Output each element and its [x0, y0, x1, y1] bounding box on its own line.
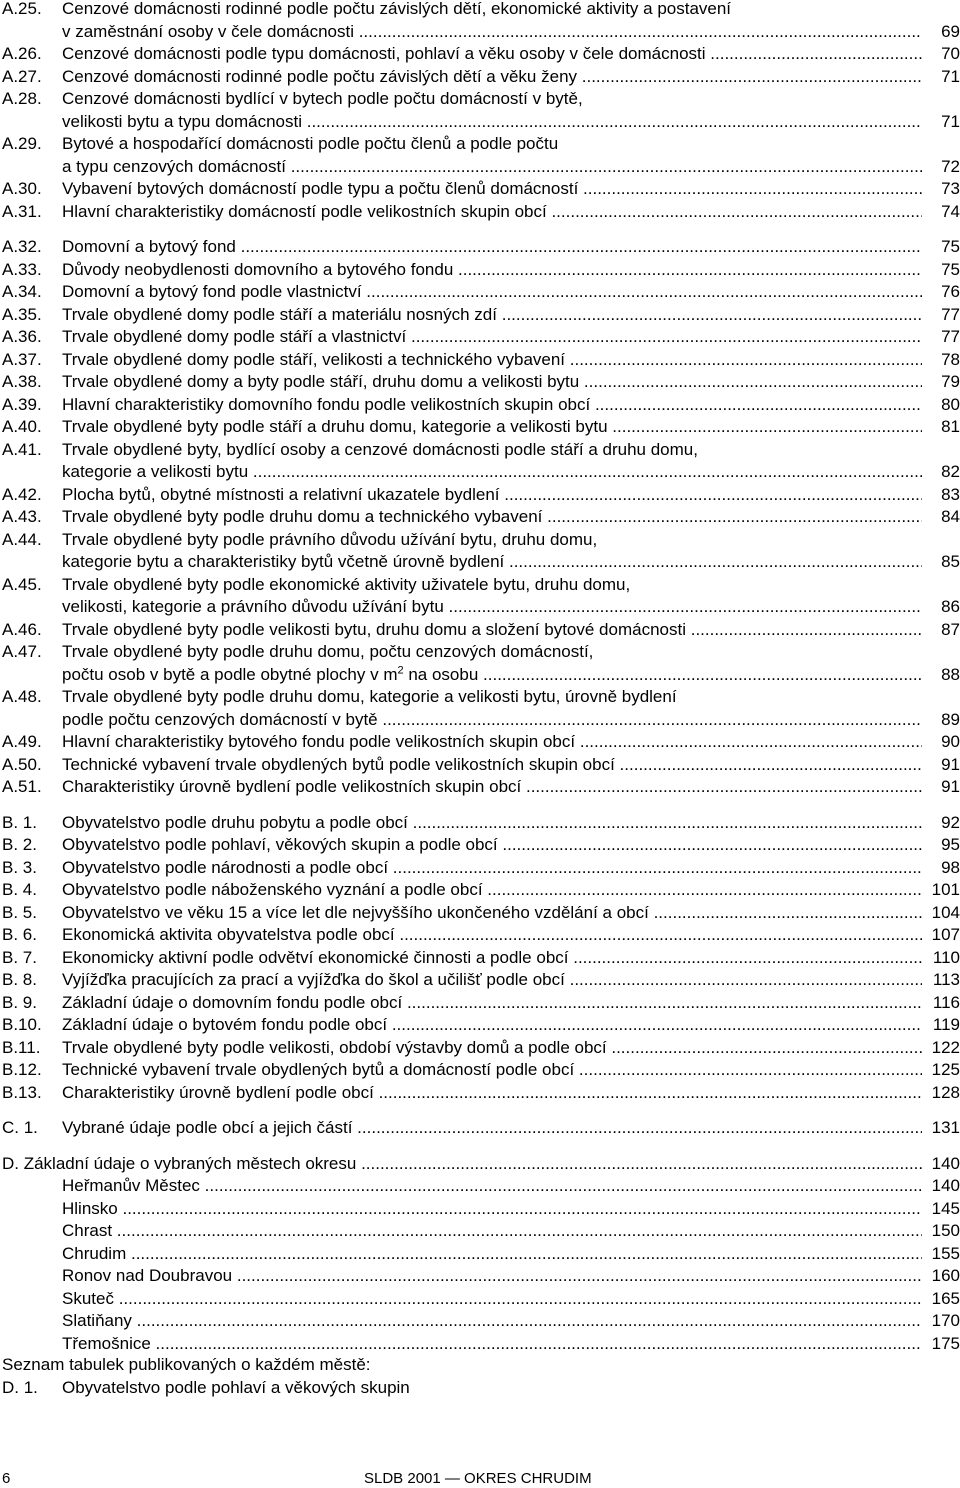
entry-number: A.38. [2, 372, 42, 391]
entry-title-wrap [62, 21, 922, 43]
toc-entry [0, 461, 960, 483]
entry-title-wrap [62, 812, 922, 834]
entry-title-wrap [62, 111, 922, 133]
entry-title-wrap [62, 1243, 922, 1265]
page-number: 95 [941, 835, 960, 854]
toc-entry [0, 326, 960, 348]
entry-title-wrap [62, 371, 922, 393]
entry-title: a typu cenzových domácností ..... [62, 157, 922, 176]
page-number: 128 [931, 1082, 960, 1102]
entry-title-wrap [62, 709, 922, 731]
entry-title: Trvale obydlené byty podle ekonomické aktivity uživatele bytu, druhu domu, [62, 574, 631, 594]
entry-title-wrap [62, 416, 922, 438]
entry-title: D. Základní údaje o vybraných městech okresu ..... [2, 1154, 922, 1173]
entry-title-wrap [62, 1037, 922, 1059]
toc-entry [0, 812, 960, 834]
toc-entry-line [0, 133, 960, 155]
entry-title: velikosti, kategorie a právního důvodu užívání bytu ..... [62, 597, 922, 616]
toc-entry-line [0, 574, 960, 596]
page-number: 175 [931, 1333, 960, 1353]
toc-entry [0, 754, 960, 776]
page-number: 74 [941, 201, 960, 221]
page-number: 75 [941, 259, 960, 279]
entry-title-wrap [62, 619, 922, 641]
entry-title: Skuteč ..... [62, 1289, 922, 1308]
entry-title-wrap [62, 1082, 922, 1104]
entry-number: A.26. [2, 44, 42, 63]
page-number: 81 [941, 417, 960, 436]
toc-entry [0, 1220, 960, 1242]
entry-title-wrap [62, 133, 922, 155]
entry-number: A.27. [2, 66, 42, 86]
entry-title-wrap [62, 1288, 922, 1310]
entry-title: Obyvatelstvo podle náboženského vyznání a podle obcí ..... [62, 880, 922, 899]
page-number: 155 [931, 1243, 960, 1263]
page-number: 107 [931, 925, 960, 944]
page-number: 71 [941, 111, 960, 131]
entry-title: Cenzové domácnosti podle typu domácnosti, pohlaví a věku osoby v čele domácnosti ..... [62, 44, 922, 63]
entry-title-wrap [62, 0, 922, 20]
toc-entry [0, 1265, 960, 1287]
page-number: 113 [932, 970, 960, 989]
entry-number: B. 8. [2, 970, 37, 989]
toc-entry [0, 731, 960, 753]
entry-number: A.33. [2, 259, 42, 279]
toc-entry-line [0, 686, 960, 708]
toc-entry [0, 709, 960, 731]
page-number: 104 [931, 902, 960, 922]
entry-title: Heřmanův Městec ..... [62, 1176, 922, 1195]
page-number: 87 [941, 619, 960, 639]
toc-entry [0, 969, 960, 991]
entry-number: A.44. [2, 529, 42, 549]
page-number: 69 [941, 21, 960, 41]
entry-number: A.41. [2, 439, 42, 459]
entry-title: Charakteristiky úrovně bydlení podle velikostních skupin obcí ..... [62, 777, 922, 796]
toc-entry [0, 236, 960, 258]
page-number: 70 [941, 44, 960, 63]
entry-title-suffix: na osobu [403, 664, 479, 684]
entry-title: Ekonomická aktivita obyvatelstva podle obcí ..... [62, 925, 922, 944]
entry-title: Cenzové domácnosti rodinné podle počtu závislých dětí, ekonomické aktivity a postavení [62, 0, 732, 18]
toc-entry [0, 156, 960, 178]
entry-title: Základní údaje o domovním fondu podle obcí ..... [62, 993, 922, 1012]
toc-entry [0, 902, 960, 924]
entry-number: A.50. [2, 754, 42, 774]
entry-title-wrap [62, 156, 922, 178]
page-number: 77 [941, 327, 960, 346]
toc-entry [0, 1117, 960, 1139]
toc-entry [0, 21, 960, 43]
entry-title-wrap [62, 178, 922, 200]
toc-entry [0, 484, 960, 506]
page-number: 140 [931, 1153, 960, 1173]
page-number: 122 [931, 1037, 960, 1057]
toc-entry-line [0, 0, 960, 20]
entry-title-wrap [62, 506, 922, 528]
entry-title: Technické vybavení trvale obydlených bytů a domácností podle obcí ..... [62, 1060, 922, 1079]
entry-title-wrap [62, 879, 922, 901]
toc-entry-line [0, 88, 960, 110]
toc-entry [0, 947, 960, 969]
entry-title: Trvale obydlené byty podle velikosti, období výstavby domů a podle obcí ..... [62, 1038, 922, 1057]
toc-entry [0, 111, 960, 133]
entry-number: B. 4. [2, 880, 37, 899]
entry-title-wrap [62, 574, 922, 596]
entry-title-wrap [62, 902, 922, 924]
page-number: 110 [932, 947, 960, 967]
entry-number: A.51. [2, 777, 42, 796]
toc-entry [0, 371, 960, 393]
entry-title: Trvale obydlené domy podle stáří a materiálu nosných zdí ..... [62, 305, 922, 324]
entry-number: B.10. [2, 1015, 42, 1034]
page-number: 79 [941, 372, 960, 391]
page-number: 92 [941, 812, 960, 832]
entry-number: C. 1. [2, 1118, 38, 1137]
entry-title-wrap [62, 439, 922, 461]
page-number: 91 [941, 754, 960, 774]
entry-title: Hlavní charakteristiky bytového fondu podle velikostních skupin obcí ..... [62, 732, 922, 751]
entry-number: A.37. [2, 349, 42, 369]
entry-title: Vybavení bytových domácností podle typu a počtu členů domácností ..... [62, 179, 922, 198]
page-number: 101 [931, 880, 960, 899]
page-number: 90 [941, 732, 960, 751]
toc-entry [0, 1198, 960, 1220]
page-number: 75 [941, 237, 960, 256]
entry-number: A.35. [2, 304, 42, 324]
entry-title-wrap [62, 969, 922, 991]
entry-title: Třemošnice ..... [62, 1334, 922, 1353]
toc-entry [0, 178, 960, 200]
entry-title-wrap [62, 484, 922, 506]
entry-title-wrap [62, 731, 922, 753]
toc-entry [0, 1243, 960, 1265]
page-number: 71 [941, 66, 960, 86]
entry-title: Obyvatelstvo ve věku 15 a více let dle nejvyššího ukončeného vzdělání a obcí ..... [62, 903, 922, 922]
entry-title: Trvale obydlené domy podle stáří a vlastnictví ..... [62, 327, 922, 346]
toc-entry [0, 664, 960, 686]
entry-title-wrap [62, 596, 922, 618]
entry-title-wrap [62, 1175, 922, 1197]
entry-number: A.40. [2, 417, 42, 436]
entry-number: B. 5. [2, 902, 37, 922]
entry-title-wrap [62, 43, 922, 65]
entry-number: B. 6. [2, 925, 37, 944]
page-number: 165 [931, 1288, 960, 1308]
page-number: 78 [941, 349, 960, 369]
entry-title-wrap [62, 461, 922, 483]
entry-title-wrap [62, 992, 922, 1014]
entry-title-wrap [62, 1310, 922, 1332]
entry-title: Chrast ..... [62, 1221, 922, 1240]
entry-title: Trvale obydlené byty, bydlící osoby a cenzové domácnosti podle stáří a druhu domu, [62, 439, 698, 459]
entry-title: Bytové a hospodařící domácnosti podle počtu členů a podle počtu [62, 134, 559, 153]
entry-number: B.13. [2, 1082, 42, 1102]
toc-entry [0, 1014, 960, 1036]
toc-entry [0, 992, 960, 1014]
entry-number: A.48. [2, 687, 42, 706]
entry-title: Obyvatelstvo podle pohlaví, věkových skupin a podle obcí ..... [62, 835, 922, 854]
entry-title: Hlavní charakteristiky domovního fondu podle velikostních skupin obcí ..... [62, 395, 922, 414]
toc-entry-line [0, 529, 960, 551]
entry-number: B. 2. [2, 835, 37, 854]
entry-title: Charakteristiky úrovně bydlení podle obcí ..... [62, 1083, 922, 1102]
entry-title: v zaměstnání osoby v čele domácnosti ..... [62, 22, 922, 41]
toc-entry-line [0, 439, 960, 461]
page-number: 89 [941, 709, 960, 729]
page-number: 85 [941, 552, 960, 571]
page-number: 88 [941, 664, 960, 684]
entry-number: A.36. [2, 327, 42, 346]
entry-title: Ronov nad Doubravou ..... [62, 1266, 922, 1285]
entry-title: Trvale obydlené byty podle právního důvodu užívání bytu, druhu domu, [62, 529, 598, 549]
toc-entry [0, 857, 960, 879]
entry-title-wrap [62, 1265, 922, 1287]
toc-entry [0, 1082, 960, 1104]
entry-title-wrap [62, 326, 922, 348]
entry-title: Technické vybavení trvale obydlených bytů podle velikostních skupin obcí ..... [62, 755, 922, 774]
toc-entry [0, 596, 960, 618]
entry-title-wrap [62, 1198, 922, 1220]
entry-title: velikosti bytu a typu domácnosti ..... [62, 112, 922, 131]
entry-number: A.25. [2, 0, 42, 18]
toc-entry [0, 416, 960, 438]
tables-list-heading: Seznam tabulek publikovaných o každém městě: [2, 1355, 371, 1374]
entry-title: kategorie bytu a charakteristiky bytů včetně úrovně bydlení ..... [62, 552, 922, 571]
page-number: 150 [931, 1221, 960, 1240]
entry-title-wrap [62, 947, 922, 969]
entry-number: A.34. [2, 282, 42, 301]
toc-entry [0, 259, 960, 281]
page-number: 160 [931, 1266, 960, 1285]
toc-entry [0, 619, 960, 641]
page-number: 80 [941, 394, 960, 414]
page-number: 82 [941, 462, 960, 481]
page-number: 116 [932, 992, 960, 1012]
entry-title-wrap [62, 776, 922, 798]
toc-entry [0, 1310, 960, 1332]
entry-title: kategorie a velikosti bytu ..... [62, 462, 922, 481]
entry-title: Slatiňany ..... [62, 1311, 922, 1330]
entry-title-wrap [62, 236, 922, 258]
entry-title-wrap [62, 66, 922, 88]
entry-title: Domovní a bytový fond podle vlastnictví ..... [62, 282, 922, 301]
toc-entry [0, 394, 960, 416]
page-number: 84 [941, 507, 960, 526]
entry-title: Trvale obydlené domy podle stáří, velikosti a technického vybavení ..... [62, 350, 922, 369]
entry-number: B. 1. [2, 812, 37, 832]
entry-title: Hlavní charakteristiky domácností podle velikostních skupin obcí ..... [62, 202, 922, 221]
footer-page-number: 6 [2, 1470, 11, 1487]
entry-title: Obyvatelstvo podle druhu pobytu a podle obcí ..... [62, 813, 922, 832]
entry-number: B.11. [2, 1037, 41, 1057]
toc-entry [0, 66, 960, 88]
entry-number: A.47. [2, 642, 42, 661]
entry-title: Plocha bytů, obytné místnosti a relativní ukazatele bydlení ..... [62, 485, 922, 504]
entry-title: Ekonomicky aktivní podle odvětví ekonomické činnosti a podle obcí ..... [62, 948, 922, 967]
entry-title: Chrudim ..... [62, 1244, 922, 1263]
entry-number: A.39. [2, 394, 42, 414]
page-number: 125 [931, 1060, 960, 1079]
entry-title-wrap [62, 664, 922, 686]
page-number: 83 [941, 484, 960, 504]
entry-title: Hlinsko ..... [62, 1199, 922, 1218]
toc-entry [0, 1037, 960, 1059]
entry-number: B. 3. [2, 857, 37, 877]
entry-title: Trvale obydlené byty podle druhu domu a technického vybavení ..... [62, 507, 922, 526]
entry-title-wrap [62, 394, 922, 416]
page-number: 91 [941, 777, 960, 796]
entry-number: A.43. [2, 507, 42, 526]
toc-entry [0, 1175, 960, 1197]
entry-title: Trvale obydlené byty podle velikosti bytu, druhu domu a složení bytové domácnosti ..... [62, 620, 922, 639]
entry-title: Cenzové domácnosti rodinné podle počtu závislých dětí a věku ženy ..... [62, 67, 922, 86]
page-number: 131 [931, 1118, 960, 1137]
entry-title: Domovní a bytový fond ..... [62, 237, 922, 256]
toc-entry [0, 506, 960, 528]
entry-title: Trvale obydlené domy a byty podle stáří, druhu domu a velikosti bytu ..... [62, 372, 922, 391]
toc-entry [0, 879, 960, 901]
entry-title-wrap [62, 304, 922, 326]
entry-number: B. 9. [2, 992, 37, 1012]
toc-entry [0, 834, 960, 856]
entry-title: Základní údaje o bytovém fondu podle obcí ..... [62, 1015, 922, 1034]
page-number: 98 [941, 857, 960, 877]
entry-number: B. 7. [2, 947, 37, 967]
entry-title-wrap [62, 201, 922, 223]
entry-title-wrap [62, 924, 922, 946]
toc-entry [0, 1059, 960, 1081]
entry-title: Vybrané údaje podle obcí a jejich částí ..... [62, 1118, 922, 1137]
entry-title: Trvale obydlené byty podle druhu domu, počtu cenzových domácností, [62, 642, 594, 661]
entry-number: A.49. [2, 732, 42, 751]
toc-entry [0, 924, 960, 946]
entry-title-wrap [2, 1153, 922, 1175]
page-number: 73 [941, 179, 960, 198]
entry-title-wrap [62, 1059, 922, 1081]
page-number: 119 [932, 1015, 960, 1034]
entry-title-wrap [62, 281, 922, 303]
toc-entry-line [0, 641, 960, 663]
entry-title-wrap [62, 834, 922, 856]
footer-publication: SLDB 2001 — OKRES CHRUDIM [364, 1470, 592, 1487]
page-number: 145 [931, 1198, 960, 1218]
entry-title: Trvale obydlené byty podle druhu domu, kategorie a velikosti bytu, úrovně bydlení [62, 687, 677, 706]
entry-title: Důvody neobydlenosti domovního a bytového fondu ..... [62, 260, 922, 279]
entry-title: Obyvatelstvo podle pohlaví a věkových skupin [62, 1377, 410, 1397]
toc-entry [0, 1288, 960, 1310]
entry-title-wrap [62, 1117, 922, 1139]
toc-entry [0, 551, 960, 573]
entry-number: A.45. [2, 574, 42, 594]
entry-title-wrap [62, 88, 922, 110]
entry-title: Cenzové domácnosti bydlící v bytech podle počtu domácností v bytě, [62, 89, 583, 108]
entry-number: A.32. [2, 237, 42, 256]
toc-entry [0, 281, 960, 303]
entry-title: Obyvatelstvo podle národnosti a podle obcí ..... [62, 858, 922, 877]
entry-number: D. 1. [2, 1377, 38, 1397]
page-number: 140 [931, 1176, 960, 1195]
toc-entry [0, 1333, 960, 1355]
entry-title-wrap [62, 754, 922, 776]
page-number: 72 [941, 156, 960, 176]
entry-number: A.42. [2, 484, 42, 504]
toc-entry [0, 201, 960, 223]
toc-entry [0, 43, 960, 65]
entry-title-wrap [62, 641, 922, 663]
entry-number: B.12. [2, 1060, 42, 1079]
entry-number: A.28. [2, 89, 42, 108]
entry-title: Vyjížďka pracujících za prací a vyjížďka do škol a učilišť podle obcí ..... [62, 970, 922, 989]
entry-title: Trvale obydlené byty podle stáří a druhu domu, kategorie a velikosti bytu ..... [62, 417, 922, 436]
entry-title: počtu osob v bytě a podle obytné plochy v $m^2$ na osobu ..... [62, 665, 922, 684]
page-number: 170 [931, 1311, 960, 1330]
toc-entry [0, 349, 960, 371]
page-number: 76 [941, 282, 960, 301]
entry-number: A.46. [2, 619, 42, 639]
page-number: 86 [941, 597, 960, 616]
superscript: 2 [397, 663, 404, 676]
toc-entry [0, 304, 960, 326]
entry-title-wrap [62, 551, 922, 573]
toc-entry [0, 776, 960, 798]
entry-number: A.30. [2, 179, 42, 198]
entry-title: podle počtu cenzových domácností v bytě ..... [62, 710, 922, 729]
entry-number: A.29. [2, 134, 42, 153]
toc-entry [0, 1153, 960, 1175]
entry-title-wrap [62, 1333, 922, 1355]
entry-title-wrap [62, 857, 922, 879]
page-number: 77 [941, 304, 960, 324]
entry-title-wrap [62, 1220, 922, 1242]
entry-number: A.31. [2, 201, 42, 221]
entry-title-wrap [62, 686, 922, 708]
entry-title-wrap [62, 349, 922, 371]
entry-title-wrap [62, 1014, 922, 1036]
entry-title-wrap [62, 529, 922, 551]
entry-title-wrap [62, 259, 922, 281]
